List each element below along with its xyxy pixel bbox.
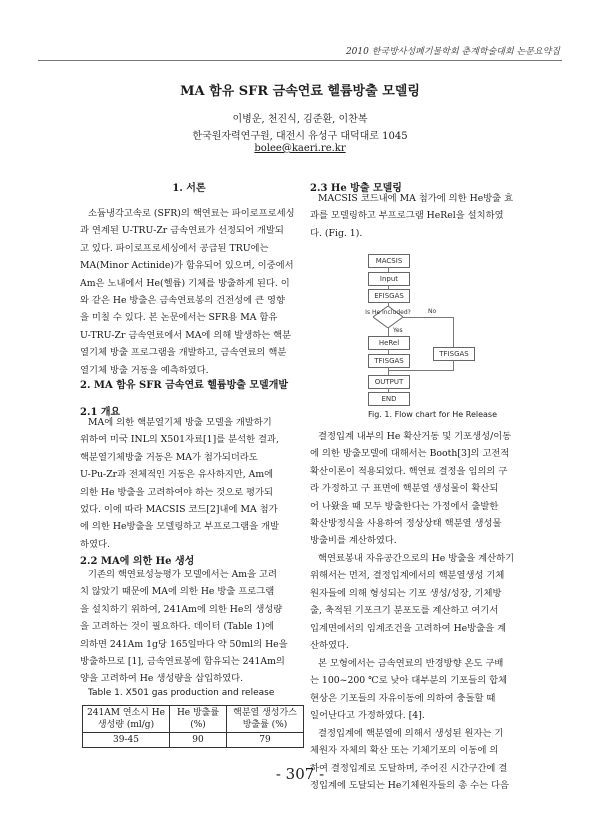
s21-line: U-Pu-Zr과 전체적인 거동은 유사하지만, Am에 — [80, 469, 274, 481]
email-link[interactable]: bolee@kaeri.re.kr — [254, 143, 346, 154]
table-header-text: 방출률 (%) — [242, 720, 288, 730]
flowchart-no-label: No — [428, 308, 437, 315]
p1-line: 확산이론이 적용되었다. 핵연료 결정을 임의의 구 — [310, 465, 508, 477]
authors: 이병운, 천진식, 김준환, 이찬복 — [232, 114, 368, 125]
s21-line: 핵분열기체방출 거동은 MA가 첨가되더라도 — [80, 451, 258, 463]
paragraph-4 — [310, 725, 530, 795]
figure-caption: Fig. 1. Flow chart for He Release — [368, 410, 498, 419]
table-header-text: 생성량 (ml/g) — [97, 720, 155, 730]
p3-line: 본 모형에서는 금속연료의 반경방향 온도 구배 — [318, 658, 504, 669]
section-2-2-body — [80, 566, 298, 688]
flowchart-connector — [388, 370, 454, 371]
s22-line: 을 설치하기 위하여, 241Am에 의한 He의 생성량 — [80, 603, 283, 615]
flowchart-figure — [360, 254, 510, 406]
s1-line: MA(Minor Actinide)가 함유되어 있으며, 이중에서 — [80, 260, 294, 272]
flowchart-herel-box: HeRel — [368, 336, 410, 350]
s21-line: 하였다. — [80, 538, 110, 550]
p1-line: 결정입계 내부의 He 확산거동 및 기포생성/이동 — [318, 431, 512, 442]
paragraph-2 — [310, 550, 530, 654]
flowchart-decision-label: Is He included? — [365, 309, 411, 316]
p4-line: 하여 결정입계로 도달하며, 주어진 시간구간에 결 — [310, 762, 508, 774]
s22-line: 방출하므로 [1], 금속연료봉에 함유되는 241Am의 — [80, 656, 285, 668]
section-2-2-heading: 2.2 MA에 의한 He 생성 — [80, 556, 195, 567]
section-2-3-body — [310, 190, 530, 242]
p1-line: 라 가정하고 구 표면에 핵분열 생성물이 확산되 — [310, 483, 499, 495]
section-2-1-heading: 2.1 개요 — [80, 407, 121, 418]
table-cell: 79 — [227, 733, 304, 748]
s21-line: 었다. 이에 따라 MACSIS 코드[2]내에 MA 첨가 — [80, 504, 278, 516]
section-1-heading: 1. 서론 — [172, 183, 206, 194]
flowchart-macsis-box: MACSIS — [368, 254, 410, 268]
table-header-text: 핵분열 생성가스 — [233, 708, 297, 718]
s22-line: 기존의 핵연료성능평가 모델에서는 Am을 고려 — [88, 569, 278, 580]
flowchart-connector — [453, 360, 454, 370]
table-cell: 90 — [170, 733, 227, 748]
table-header-cell — [83, 706, 170, 733]
paragraph-1 — [310, 428, 530, 550]
table-header-text: He 방출률 — [176, 708, 220, 718]
p3-line: 현상은 기포들의 자유이동에 의하여 충돌할 때 — [310, 692, 496, 704]
flowchart-tfisgas-left-box: TFISGAS — [368, 354, 410, 368]
s1-line: 열기체 방출 프로그램을 개발하고, 금속연료의 핵분 — [80, 347, 287, 359]
table-header-text: (%) — [190, 720, 206, 730]
paper-title: MA 함유 SFR 금속연료 헬륨방출 모델링 — [180, 84, 420, 99]
s23-line: MACSIS 코드내에 MA 첨가에 의한 He방출 효 — [318, 193, 514, 204]
section-1-body — [80, 205, 298, 379]
s1-line: 을 미칠 수 있다. 본 논문에서는 SFR용 MA 함유 — [80, 312, 278, 324]
s23-line: 다. (Fig. 1). — [310, 227, 363, 239]
conference-header: 2010 한국방사성폐기물학회 춘계학술대회 논문요약집 — [345, 47, 560, 57]
s1-line: Am은 노내에서 He(헬륨) 기체를 방출하게 된다. 이 — [80, 277, 290, 289]
p1-line: 방출비를 계산하였다. — [310, 535, 397, 547]
s22-line: 을 고려하는 것이 필요하다. 데이터 (Table 1)에 — [80, 621, 275, 633]
s21-line: 에 의한 He방출을 모델링하고 부프로그램을 개발 — [80, 521, 280, 533]
p2-line: 원자들에 의해 형성되는 기포 생성/성장, 기체방 — [310, 587, 502, 599]
affiliation: 한국원자력연구원, 대전시 유성구 대덕대로 1045 — [192, 131, 408, 142]
p2-line: 출, 축적된 기포크기 분포도를 계산하고 여기서 — [310, 605, 499, 617]
flowchart-connector — [388, 328, 389, 336]
flowchart-efisgas-box: EFISGAS — [368, 289, 410, 303]
table-caption: Table 1. X501 gas production and release — [88, 688, 275, 698]
s1-line: U-TRU-Zr 금속연료에서 MA에 의해 발생하는 핵분 — [80, 329, 292, 341]
s23-line: 과를 모델링하고 부프로그램 HeRel을 설치하였 — [310, 210, 504, 222]
paragraph-3 — [310, 655, 530, 725]
p4-line: 정입계에 도달되는 He기체원자들의 총 수는 다음 — [310, 780, 510, 792]
table-header-cell — [170, 706, 227, 733]
flowchart-connector — [453, 317, 454, 347]
p3-line: 일어난다고 가정하였다. [4]. — [310, 710, 425, 722]
section-2-1-body — [80, 414, 298, 553]
table-row — [83, 733, 304, 748]
s21-line: 위하여 미국 INL의 X501자료[1]를 분석한 결과, — [80, 434, 279, 446]
s1-line: 과 연계된 U-TRU-Zr 금속연료가 선정되어 개발되 — [80, 225, 284, 237]
section-2-heading: 2. MA 함유 SFR 금속연료 헬륨방출 모델개발 — [80, 380, 289, 391]
flowchart-connector — [403, 317, 453, 318]
section-2-3-heading: 2.3 He 방출 모델링 — [310, 183, 402, 194]
s22-line: 의하면 241Am 1g당 165일마다 약 50ml의 He을 — [80, 638, 288, 650]
flowchart-end-box: END — [368, 392, 410, 406]
p2-line: 입계면에서의 임계조건을 고려하여 He방출을 계 — [310, 622, 507, 634]
table-header-cell — [227, 706, 304, 733]
p1-line: 확산방정식을 사용하여 정상상태 핵분열 생성물 — [310, 518, 502, 530]
table-1 — [82, 705, 304, 748]
header-rule — [38, 60, 562, 61]
flowchart-tfisgas-right-box: TFISGAS — [433, 347, 475, 361]
flowchart-output-box: OUTPUT — [368, 375, 410, 389]
p3-line: 는 100~200 ℃로 낮아 대부분의 기포들의 합체 — [310, 675, 508, 687]
s22-line: 치 않았기 때문에 MA에 의한 He 방출 프로그램 — [80, 586, 275, 598]
flowchart-yes-label: Yes — [393, 327, 403, 334]
flowchart-input-box: Input — [368, 272, 410, 286]
s1-line: 고 있다. 파이로프로세싱에서 공급된 TRU에는 — [80, 242, 269, 254]
p4-line: 체원자 자체의 확산 또는 기체기포의 이동에 의 — [310, 745, 499, 757]
table-header-text: 241AM 연소시 He — [87, 708, 165, 718]
page-number: - 307 - — [275, 765, 325, 783]
s22-line: 양을 고려하여 He 생성량을 삽입하였다. — [80, 673, 244, 685]
s1-line: 소듐냉각고속로 (SFR)의 핵연료는 파이로프로세싱 — [88, 208, 295, 219]
p2-line: 위해서는 먼저, 결정입계에서의 핵분열생성 기체 — [310, 570, 505, 582]
p2-line: 산하였다. — [310, 640, 349, 652]
s1-line: 열기체 방출 거동을 예측하였다. — [80, 364, 209, 376]
s1-line: 와 같은 He 방출은 금속연료봉의 건전성에 큰 영향 — [80, 295, 285, 307]
s21-line: 의한 He 방출을 고려하여야 하는 것으로 평가되 — [80, 486, 273, 498]
s21-line: MA에 의한 핵분열기체 방출 모델을 개발하기 — [88, 417, 272, 428]
p2-line: 핵연료봉내 자유공간으로의 He 방출을 계산하기 — [318, 553, 515, 564]
p1-line: 에 의한 방출모델에 대해서는 Booth[3]의 고전적 — [310, 448, 510, 460]
flowchart-connector — [388, 367, 389, 375]
p4-line: 결정입계에 핵분열에 의해서 생성된 원자는 기 — [318, 728, 504, 739]
p1-line: 어 나왔을 때 모두 방출한다는 가정에서 출발한 — [310, 500, 499, 512]
table-cell: 39-45 — [83, 733, 170, 748]
